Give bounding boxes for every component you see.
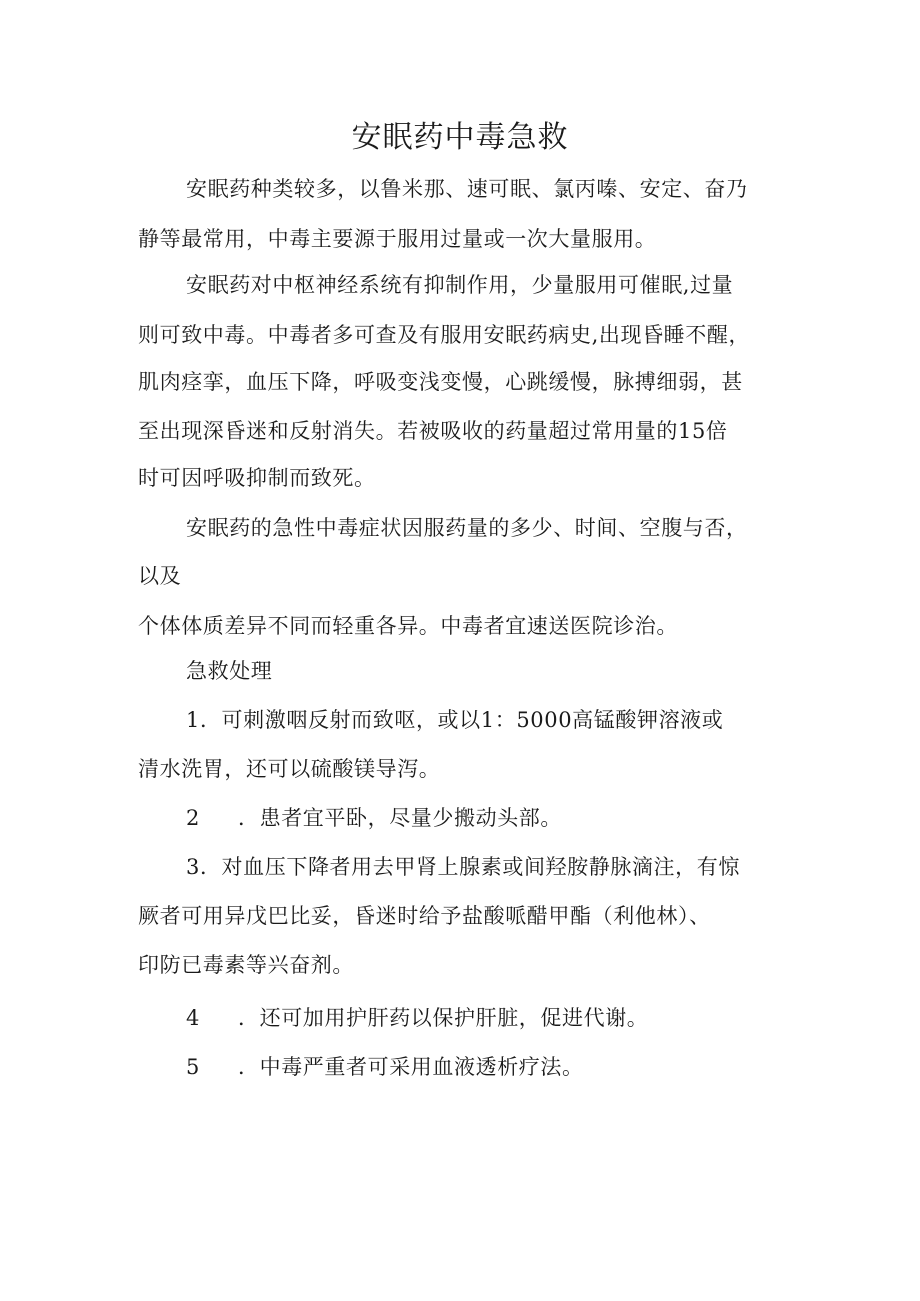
paragraph-2-line-5: 时可因呼吸抑制而致死。 — [138, 466, 376, 490]
step-1-line-1: 1．可刺激咽反射而致呕，或以1：5000高锰酸钾溶液或 — [186, 708, 724, 732]
paragraph-2-line-3: 肌肉痉挛，血压下降，呼吸变浅变慢，心跳缓慢，脉搏细弱，甚 — [138, 370, 743, 394]
step-1-line-2: 清水洗胃，还可以硫酸镁导泻。 — [138, 757, 441, 781]
paragraph-1-line-2: 静等最常用，中毒主要源于服用过量或一次大量服用。 — [138, 227, 657, 251]
step-5-text: ．中毒严重者可采用血液透析疗法。 — [238, 1055, 584, 1079]
step-2-number: 2 — [186, 806, 200, 830]
document-title: 安眠药中毒急救 — [351, 120, 569, 155]
step-3-line-2: 厥者可用异戊巴比妥，昏迷时给予盐酸哌醋甲酯（利他林）、 — [138, 904, 711, 928]
step-5 — [186, 1052, 584, 1082]
paragraph-3-line-2: 以及 — [138, 564, 182, 588]
step-3-line-3: 印防已毒素等兴奋剂。 — [138, 953, 354, 977]
paragraph-2-line-1: 安眠药对中枢神经系统有抑制作用，少量服用可催眠,过量 — [186, 273, 734, 297]
paragraph-3-line-3: 个体体质差异不同而轻重各异。中毒者宜速送医院诊治。 — [138, 614, 678, 638]
step-2 — [186, 803, 562, 833]
step-2-text: ．患者宜平卧，尽量少搬动头部。 — [238, 806, 562, 830]
step-5-number: 5 — [186, 1055, 200, 1079]
step-4-number: 4 — [186, 1006, 200, 1030]
paragraph-3-line-1: 安眠药的急性中毒症状因服药量的多少、时间、空腹与否， — [186, 516, 748, 540]
step-4-text: ．还可加用护肝药以保护肝脏，促进代谢。 — [238, 1006, 649, 1030]
paragraph-2-line-2: 则可致中毒。中毒者多可查及有服用安眠药病史,出现昏睡不醒， — [138, 323, 751, 347]
step-4 — [186, 1003, 648, 1033]
paragraph-2-line-4: 至出现深昏迷和反射消失。若被吸收的药量超过常用量的15倍 — [138, 419, 728, 443]
paragraph-1-line-1: 安眠药种类较多，以鲁米那、速可眠、氯丙嗪、安定、奋乃 — [186, 177, 748, 201]
step-3-line-1: 3．对血压下降者用去甲肾上腺素或间羟胺静脉滴注，有惊 — [186, 855, 740, 879]
section-heading: 急救处理 — [186, 659, 273, 683]
